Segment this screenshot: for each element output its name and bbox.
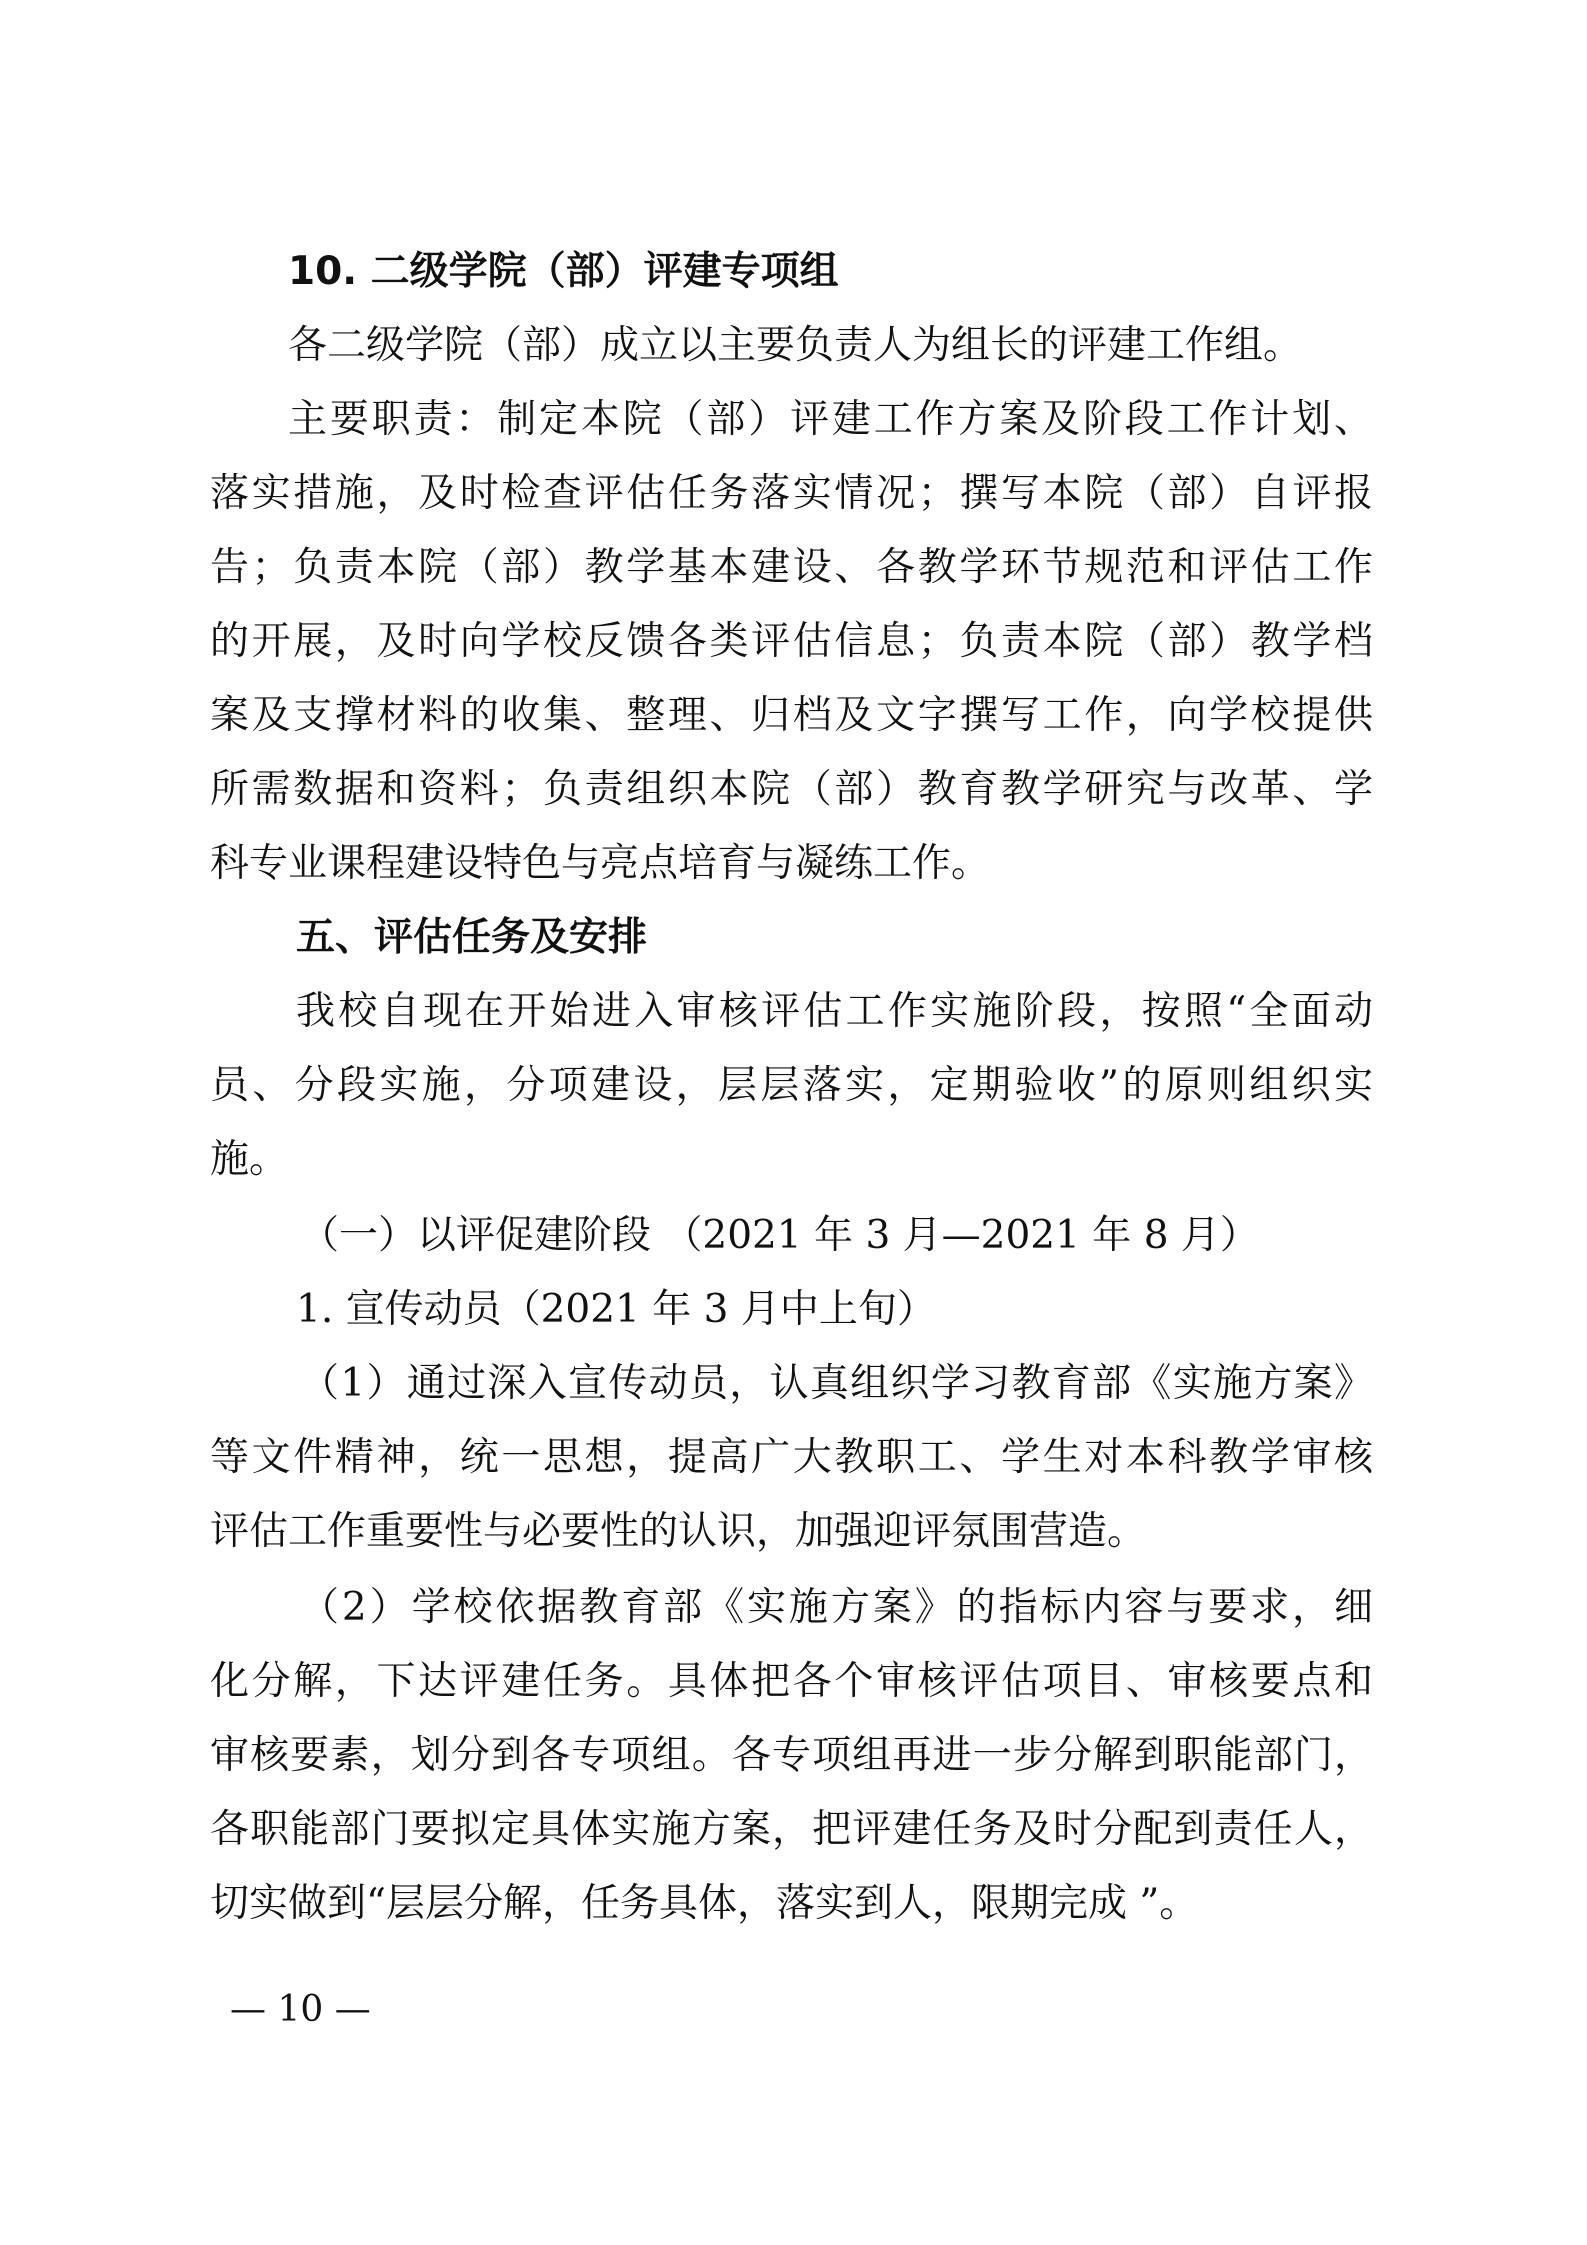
paragraph-line: 施。 xyxy=(210,1137,289,1182)
paragraph-line: 主要职责：制定本院（部）评建工作方案及阶段工作计划、 xyxy=(288,397,1373,442)
paragraph-line: 告；负责本院（部）教学基本建设、各教学环节规范和评估工作 xyxy=(210,545,1373,590)
section-heading-five: 五、评估任务及安排 xyxy=(296,915,648,960)
paragraph-line: 科专业课程建设特色与亮点培育与凝练工作。 xyxy=(210,841,991,886)
paragraph-line: 员、分段实施，分项建设，层层落实，定期验收”的原则组织实 xyxy=(210,1063,1373,1108)
paragraph-line: 各二级学院（部）成立以主要负责人为组长的评建工作组。 xyxy=(288,323,1303,368)
page-number: — 10 — xyxy=(230,1989,371,2030)
paragraph-line: 落实措施，及时检查评估任务落实情况；撰写本院（部）自评报 xyxy=(210,471,1373,516)
paragraph-line: 案及支撑材料的收集、整理、归档及文字撰写工作，向学校提供 xyxy=(210,693,1373,738)
paragraph-line: 切实做到“层层分解，任务具体，落实到人，限期完成 ”。 xyxy=(210,1881,1199,1926)
paragraph-line: （1）通过深入宣传动员，认真组织学习教育部《实施方案》 xyxy=(300,1361,1373,1406)
paragraph-line: （2）学校依据教育部《实施方案》的指标内容与要求，细 xyxy=(300,1585,1373,1630)
paragraph-line: 评估工作重要性与必要性的认识，加强迎评氛围营造。 xyxy=(210,1509,1147,1554)
section-heading: 10. 二级学院（部）评建专项组 xyxy=(288,249,839,294)
paragraph-line: 所需数据和资料；负责组织本院（部）教育教学研究与改革、学 xyxy=(210,767,1373,812)
item-one: 1. 宣传动员（2021 年 3 月中上旬） xyxy=(296,1287,936,1332)
subheading-one: （一）以评促建阶段 （2021 年 3 月—2021 年 8 月） xyxy=(300,1213,1259,1258)
paragraph-line: 我校自现在开始进入审核评估工作实施阶段，按照“全面动 xyxy=(296,989,1373,1034)
paragraph-line: 的开展，及时向学校反馈各类评估信息；负责本院（部）教学档 xyxy=(210,619,1373,664)
paragraph-line: 各职能部门要拟定具体实施方案，把评建任务及时分配到责任人， xyxy=(210,1807,1373,1852)
paragraph-line: 化分解，下达评建任务。具体把各个审核评估项目、审核要点和 xyxy=(210,1659,1373,1704)
paragraph-line: 审核要素，划分到各专项组。各专项组再进一步分解到职能部门， xyxy=(210,1733,1373,1778)
paragraph-line: 等文件精神，统一思想，提高广大教职工、学生对本科教学审核 xyxy=(210,1435,1373,1480)
